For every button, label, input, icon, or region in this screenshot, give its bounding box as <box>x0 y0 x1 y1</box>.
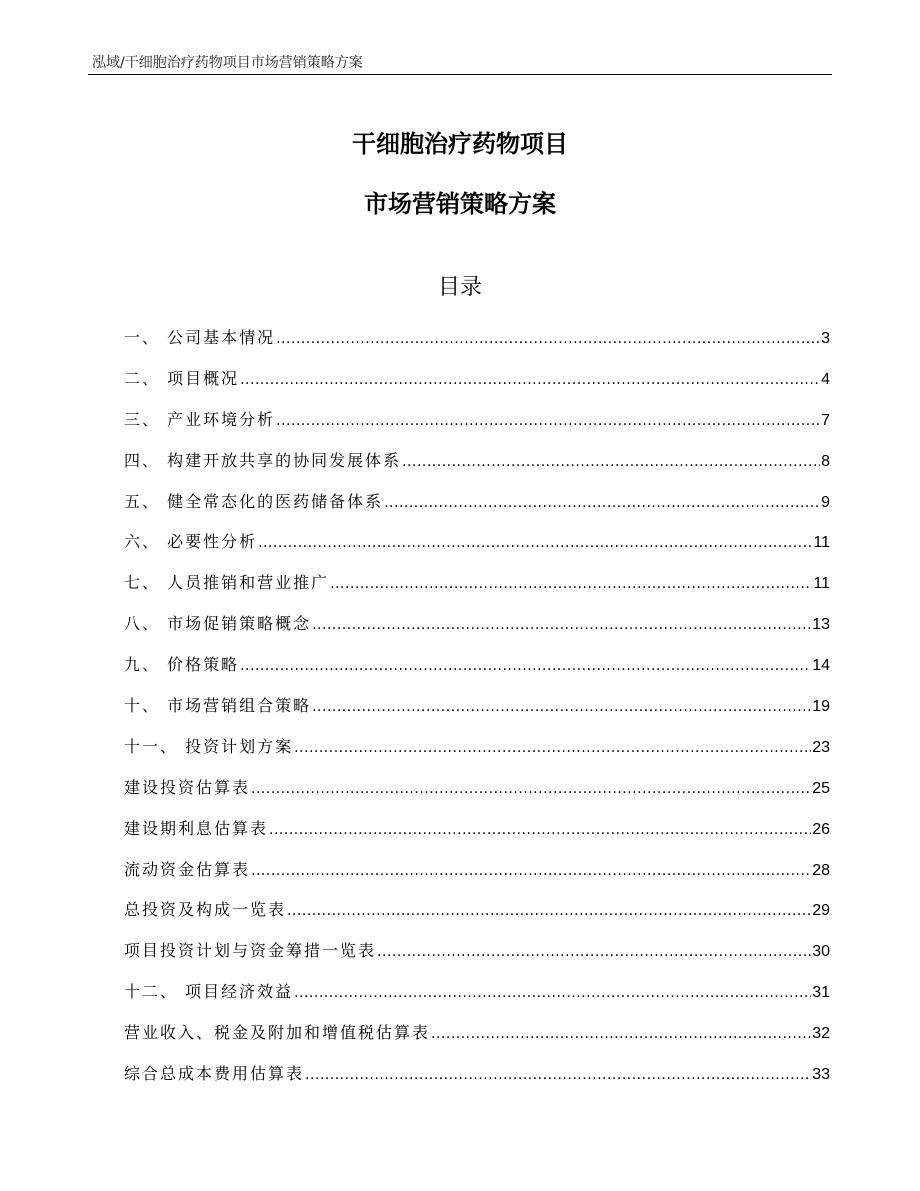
toc-dot-leader <box>377 938 811 966</box>
toc-page-number: 31 <box>812 984 830 1002</box>
toc-entry[interactable] <box>124 1060 830 1101</box>
toc-entry[interactable] <box>124 937 830 978</box>
toc-entry-title: 七、 人员推销和营业推广 <box>124 573 330 593</box>
toc-dot-leader <box>402 448 820 476</box>
toc-dot-leader <box>294 734 811 762</box>
toc-page-number: 11 <box>813 534 830 552</box>
toc-dot-leader <box>431 1020 811 1048</box>
toc-entry[interactable] <box>124 447 830 488</box>
toc-dot-leader <box>251 775 811 803</box>
toc-page-number: 23 <box>812 738 830 756</box>
toc-page-number: 25 <box>812 779 830 797</box>
table-of-contents <box>124 324 830 1101</box>
toc-dot-leader <box>240 652 811 680</box>
toc-page-number: 33 <box>812 1066 830 1084</box>
toc-entry[interactable] <box>124 406 830 447</box>
toc-heading: 目录 <box>437 275 482 300</box>
toc-entry-title: 六、 必要性分析 <box>124 532 258 552</box>
toc-entry[interactable] <box>124 733 830 774</box>
toc-dot-leader <box>276 407 820 435</box>
toc-page-number: 14 <box>812 657 830 675</box>
toc-entry-title: 建设投资估算表 <box>124 777 251 797</box>
toc-entry-title: 二、 项目概况 <box>124 368 240 388</box>
toc-dot-leader <box>287 897 811 925</box>
toc-entry-title: 总投资及构成一览表 <box>124 900 287 920</box>
toc-entry-title: 建设期利息估算表 <box>124 818 269 838</box>
toc-entry[interactable] <box>124 528 830 569</box>
document-title-line-1: 干细胞治疗药物项目 <box>352 130 568 158</box>
toc-dot-leader <box>240 366 820 394</box>
toc-dot-leader <box>312 693 811 721</box>
toc-entry-title: 十二、 项目经济效益 <box>124 982 294 1002</box>
toc-entry-title: 十一、 投资计划方案 <box>124 736 294 756</box>
toc-page-number: 4 <box>821 370 830 388</box>
toc-page-number: 29 <box>812 902 830 920</box>
toc-page-number: 28 <box>812 861 830 879</box>
toc-entry-title: 营业收入、税金及附加和增值税估算表 <box>124 1023 431 1043</box>
toc-entry-title: 一、 公司基本情况 <box>124 328 276 347</box>
toc-page-number: 7 <box>821 411 830 429</box>
toc-page-number: 26 <box>812 820 830 838</box>
toc-entry-title: 五、 健全常态化的医药储备体系 <box>124 491 384 511</box>
toc-entry[interactable] <box>124 488 830 529</box>
toc-entry[interactable] <box>124 815 830 856</box>
toc-entry[interactable] <box>124 856 830 897</box>
header-rule <box>88 74 832 75</box>
toc-entry-title: 流动资金估算表 <box>124 859 251 879</box>
toc-page-number: 32 <box>812 1025 830 1043</box>
toc-dot-leader <box>269 816 811 844</box>
toc-dot-leader <box>294 979 811 1007</box>
toc-dot-leader <box>276 325 820 353</box>
toc-entry-title: 三、 产业环境分析 <box>124 409 276 429</box>
toc-entry[interactable] <box>124 978 830 1019</box>
toc-dot-leader <box>305 1061 811 1089</box>
toc-page-number: 19 <box>812 698 830 716</box>
toc-dot-leader <box>330 570 812 598</box>
toc-page-number: 11 <box>813 575 830 593</box>
toc-dot-leader <box>251 857 811 885</box>
toc-entry[interactable] <box>124 692 830 733</box>
toc-entry-title: 四、 构建开放共享的协同发展体系 <box>124 450 402 470</box>
toc-page-number: 9 <box>821 493 830 511</box>
toc-page-number: 3 <box>821 330 830 347</box>
toc-entry-title: 八、 市场促销策略概念 <box>124 614 312 634</box>
toc-page-number: 13 <box>812 616 830 634</box>
toc-entry[interactable] <box>124 896 830 937</box>
toc-dot-leader <box>384 489 820 517</box>
toc-entry[interactable] <box>124 610 830 651</box>
toc-entry[interactable] <box>124 324 830 365</box>
toc-entry-title: 项目投资计划与资金筹措一览表 <box>124 941 377 961</box>
toc-entry-title: 综合总成本费用估算表 <box>124 1064 305 1084</box>
toc-dot-leader <box>312 611 811 639</box>
toc-page-number: 8 <box>821 452 830 470</box>
toc-entry[interactable] <box>124 774 830 815</box>
running-header: 泓域/干细胞治疗药物项目市场营销策略方案 <box>92 55 363 71</box>
toc-entry-title: 九、 价格策略 <box>124 655 240 675</box>
toc-entry[interactable] <box>124 651 830 692</box>
toc-entry-title: 十、 市场营销组合策略 <box>124 696 312 716</box>
toc-entry[interactable] <box>124 365 830 406</box>
toc-dot-leader <box>258 529 812 557</box>
document-title-line-2: 市场营销策略方案 <box>364 190 556 218</box>
toc-entry[interactable] <box>124 569 830 610</box>
toc-page-number: 30 <box>812 943 830 961</box>
toc-entry[interactable] <box>124 1019 830 1060</box>
